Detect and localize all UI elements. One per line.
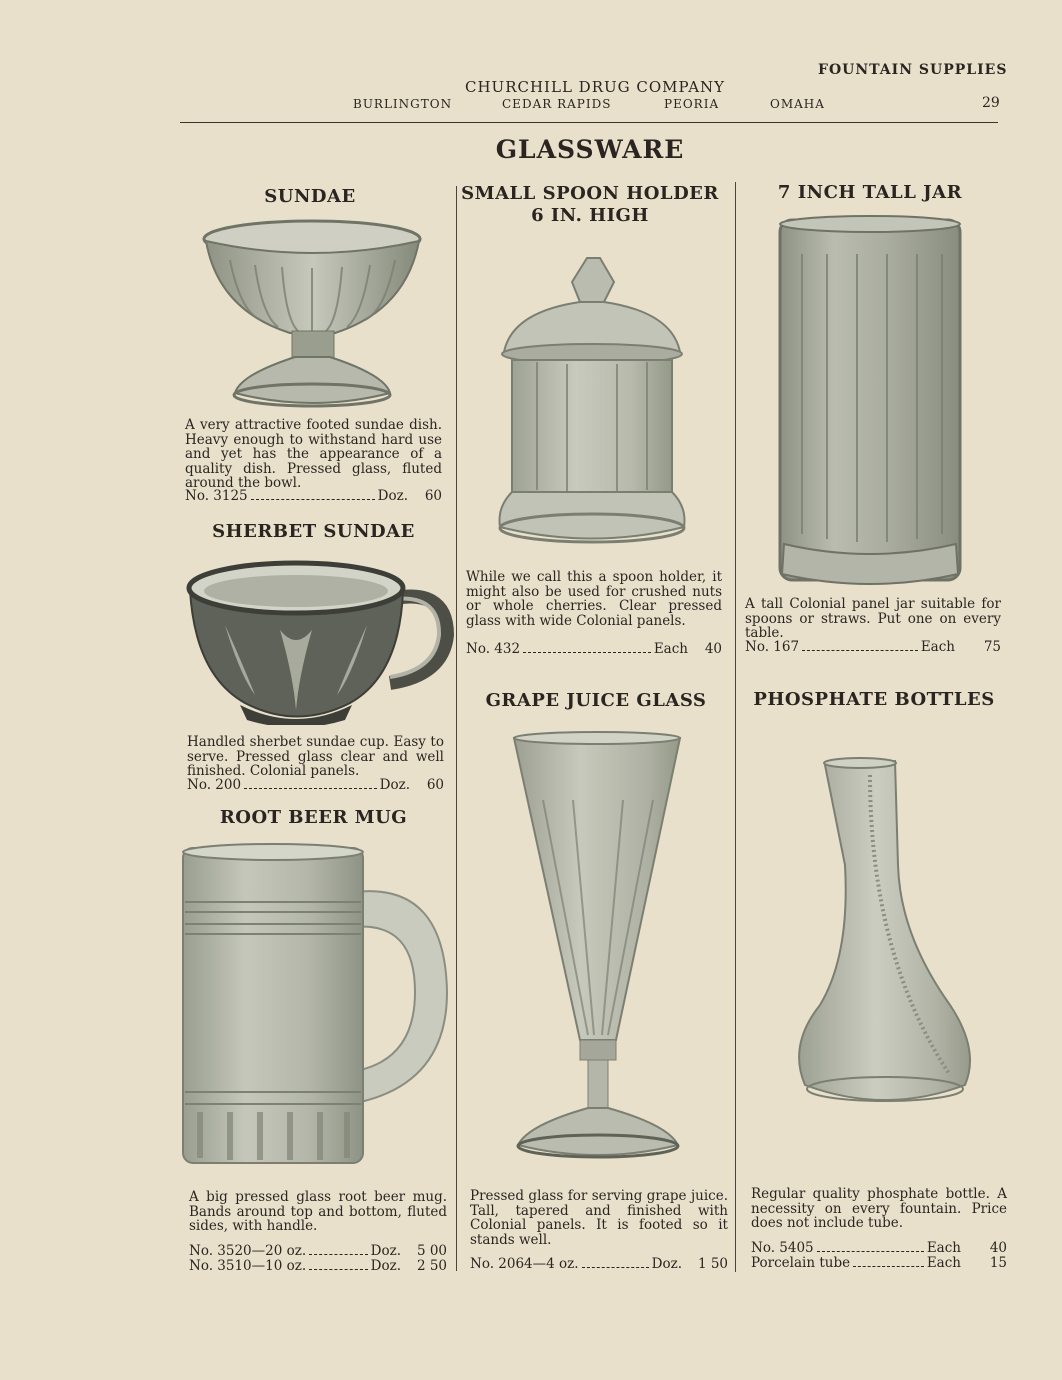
spoon-holder-price-line	[466, 642, 722, 657]
sundae-description: A very attractive footed sundae dish. Heavy enough to withstand hard use and yet has the appearance of a quality dish. Pressed glass, fluted around the bowl.	[185, 417, 442, 491]
mug-title: ROOT BEER MUG	[219, 807, 408, 828]
item-number: No. 3510—10 oz.	[189, 1258, 307, 1274]
item-number: No. 167	[745, 639, 800, 655]
leader-dots	[244, 778, 377, 789]
spoon-holder-description: While we call this a spoon holder, it might also be used for crushed nuts or whole cherries. Clear pressed glass with wide Colonial panels.	[466, 569, 722, 629]
page-title: GLASSWARE	[495, 135, 685, 164]
tall-jar-description: A tall Colonial panel jar suitable for spoons or straws. Put one on every table.	[745, 596, 1001, 641]
tall-jar-title: 7 INCH TALL JAR	[777, 182, 963, 203]
item-price: 60	[426, 777, 444, 793]
tall-jar-image	[772, 214, 972, 589]
item-unit: Doz.	[370, 1258, 401, 1274]
phosphate-price-line-2	[751, 1256, 1007, 1271]
phosphate-price-line-1	[751, 1241, 1007, 1256]
item-number: No. 432	[466, 641, 521, 657]
tall-jar-price-line	[745, 640, 1001, 655]
city-burlington: BURLINGTON	[353, 97, 453, 111]
item-unit: Each	[926, 1240, 961, 1256]
item-unit: Doz.	[651, 1256, 682, 1272]
city-cedar-rapids: CEDAR RAPIDS	[502, 97, 612, 111]
sundae-title: SUNDAE	[264, 186, 356, 207]
phosphate-bottles-title: PHOSPHATE BOTTLES	[753, 689, 995, 710]
item-price: 40	[704, 641, 722, 657]
section-title: FOUNTAIN SUPPLIES	[818, 62, 1008, 78]
page-number: 29	[982, 95, 1000, 111]
leader-dots	[802, 640, 918, 651]
item-number: No. 200	[187, 777, 242, 793]
mug-price-line-2	[189, 1259, 447, 1274]
item-unit: Doz.	[379, 777, 410, 793]
grape-juice-title: GRAPE JUICE GLASS	[485, 690, 707, 711]
item-number: No. 5405	[751, 1240, 814, 1256]
leader-dots	[309, 1259, 367, 1270]
leader-dots	[523, 642, 651, 653]
leader-dots	[853, 1256, 924, 1267]
item-price: 40	[989, 1240, 1007, 1256]
item-number: No. 3520—20 oz.	[189, 1243, 307, 1259]
spoon-holder-image	[492, 252, 692, 552]
spoon-holder-subtitle: 6 IN. HIGH	[531, 205, 649, 226]
phosphate-bottles-description: Regular quality phosphate bottle. A necessity on every fountain. Price does not include tube.	[751, 1186, 1007, 1231]
grape-juice-glass-image	[508, 730, 688, 1165]
city-peoria: PEORIA	[664, 97, 720, 111]
mug-description: A big pressed glass root beer mug. Bands around top and bottom, fluted sides, with handle.	[189, 1189, 447, 1234]
spoon-holder-title: SMALL SPOON HOLDER	[461, 183, 719, 204]
sherbet-price-line	[187, 778, 444, 793]
sherbet-cup-image	[185, 555, 455, 725]
item-price: 60	[424, 488, 442, 504]
header-rule	[180, 122, 998, 123]
city-omaha: OMAHA	[770, 97, 825, 111]
item-number: No. 2064—4 oz.	[470, 1256, 579, 1272]
item-number: Porcelain tube	[751, 1255, 851, 1271]
item-price: 2 50	[416, 1258, 447, 1274]
sundae-price-line	[185, 489, 442, 504]
item-number: No. 3125	[185, 488, 248, 504]
item-price: 75	[983, 639, 1001, 655]
item-unit: Doz.	[370, 1243, 401, 1259]
mug-price-line-1	[189, 1244, 447, 1259]
item-unit: Each	[920, 639, 955, 655]
company-name: CHURCHILL DRUG COMPANY	[465, 78, 726, 96]
sherbet-title: SHERBET SUNDAE	[212, 521, 415, 542]
item-unit: Each	[926, 1255, 961, 1271]
item-price: 15	[989, 1255, 1007, 1271]
item-price: 1 50	[697, 1256, 728, 1272]
sherbet-description: Handled sherbet sundae cup. Easy to serve. Pressed glass clear and well finished. Colonial panels.	[187, 734, 444, 779]
grape-juice-description: Pressed glass for serving grape juice. Tall, tapered and finished with Colonial panels. It is footed so it stands well.	[470, 1188, 728, 1248]
item-price: 5 00	[416, 1243, 447, 1259]
phosphate-bottle-image	[790, 755, 980, 1110]
column-divider-right	[735, 182, 736, 1272]
item-unit: Doz.	[377, 488, 408, 504]
sundae-dish-image	[200, 215, 425, 410]
leader-dots	[251, 489, 375, 500]
leader-dots	[817, 1241, 924, 1252]
leader-dots	[582, 1257, 649, 1268]
root-beer-mug-image	[175, 842, 455, 1172]
column-divider-left	[456, 186, 457, 1271]
item-unit: Each	[653, 641, 688, 657]
grape-juice-price-line	[470, 1257, 728, 1272]
leader-dots	[309, 1244, 367, 1255]
